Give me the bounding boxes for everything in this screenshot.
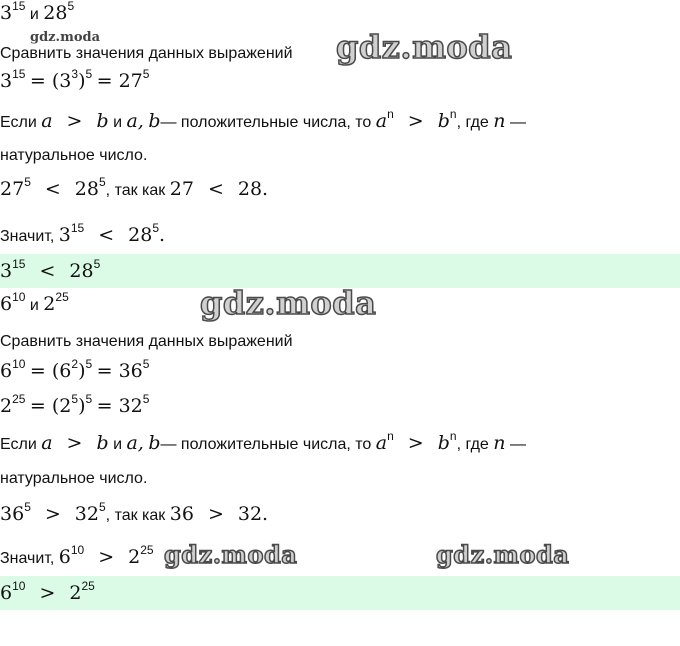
watermark-1: gdz.moda (336, 28, 513, 66)
watermark-2: gdz.moda (200, 284, 377, 322)
problem-2-equation-1: $6^{10} = (6^2)^5 = 36^5$ (0, 357, 150, 382)
problem-1-conclusion: Значит, $3^{15} < 28^5$. (0, 221, 166, 246)
problem-2-natural: натуральное число. (0, 470, 148, 487)
problem-1-equation: $3^{15} = (3^3)^5 = 27^5$ (0, 67, 150, 92)
problem-2-conclusion: Значит, $6^{10} > 2^{25}$ (0, 543, 154, 568)
problem-1-answer: $3^{15} < 28^5$ (0, 257, 101, 282)
problem-2-comparison: $36^5 > 32^5$, так как 36 > 32. (0, 500, 269, 525)
problem-1-natural: натуральное число. (0, 147, 148, 164)
answer-highlight-1 (0, 254, 680, 288)
watermark-3: gdz.moda (164, 540, 298, 569)
problem-1-compare-label: Сравнить значения данных выражений (0, 45, 293, 62)
problem-2-answer: $6^{10} > 2^{25}$ (0, 579, 95, 604)
problem-2-compare-label: Сравнить значения данных выражений (0, 333, 293, 350)
watermark-small: gdz.moda (30, 30, 101, 45)
watermark-4: gdz.moda (436, 540, 570, 569)
problem-2-heading: $6^{10}$ и $2^{25}$ (0, 290, 69, 315)
answer-highlight-2 (0, 576, 680, 610)
problem-1-comparison: $27^5 < 28^5$, так как 27 < 28. (0, 175, 269, 200)
problem-1-heading: $3^{15}$ и $28^5$ (0, 0, 75, 24)
problem-1-rule: Если a > b и a, b— положительные числа, то $a^n > b^n$, где n — (0, 107, 526, 132)
problem-2-rule: Если a > b и a, b— положительные числа, то $a^n > b^n$, где n — (0, 429, 526, 454)
problem-2-equation-2: $2^{25} = (2^5)^5 = 32^5$ (0, 392, 150, 417)
